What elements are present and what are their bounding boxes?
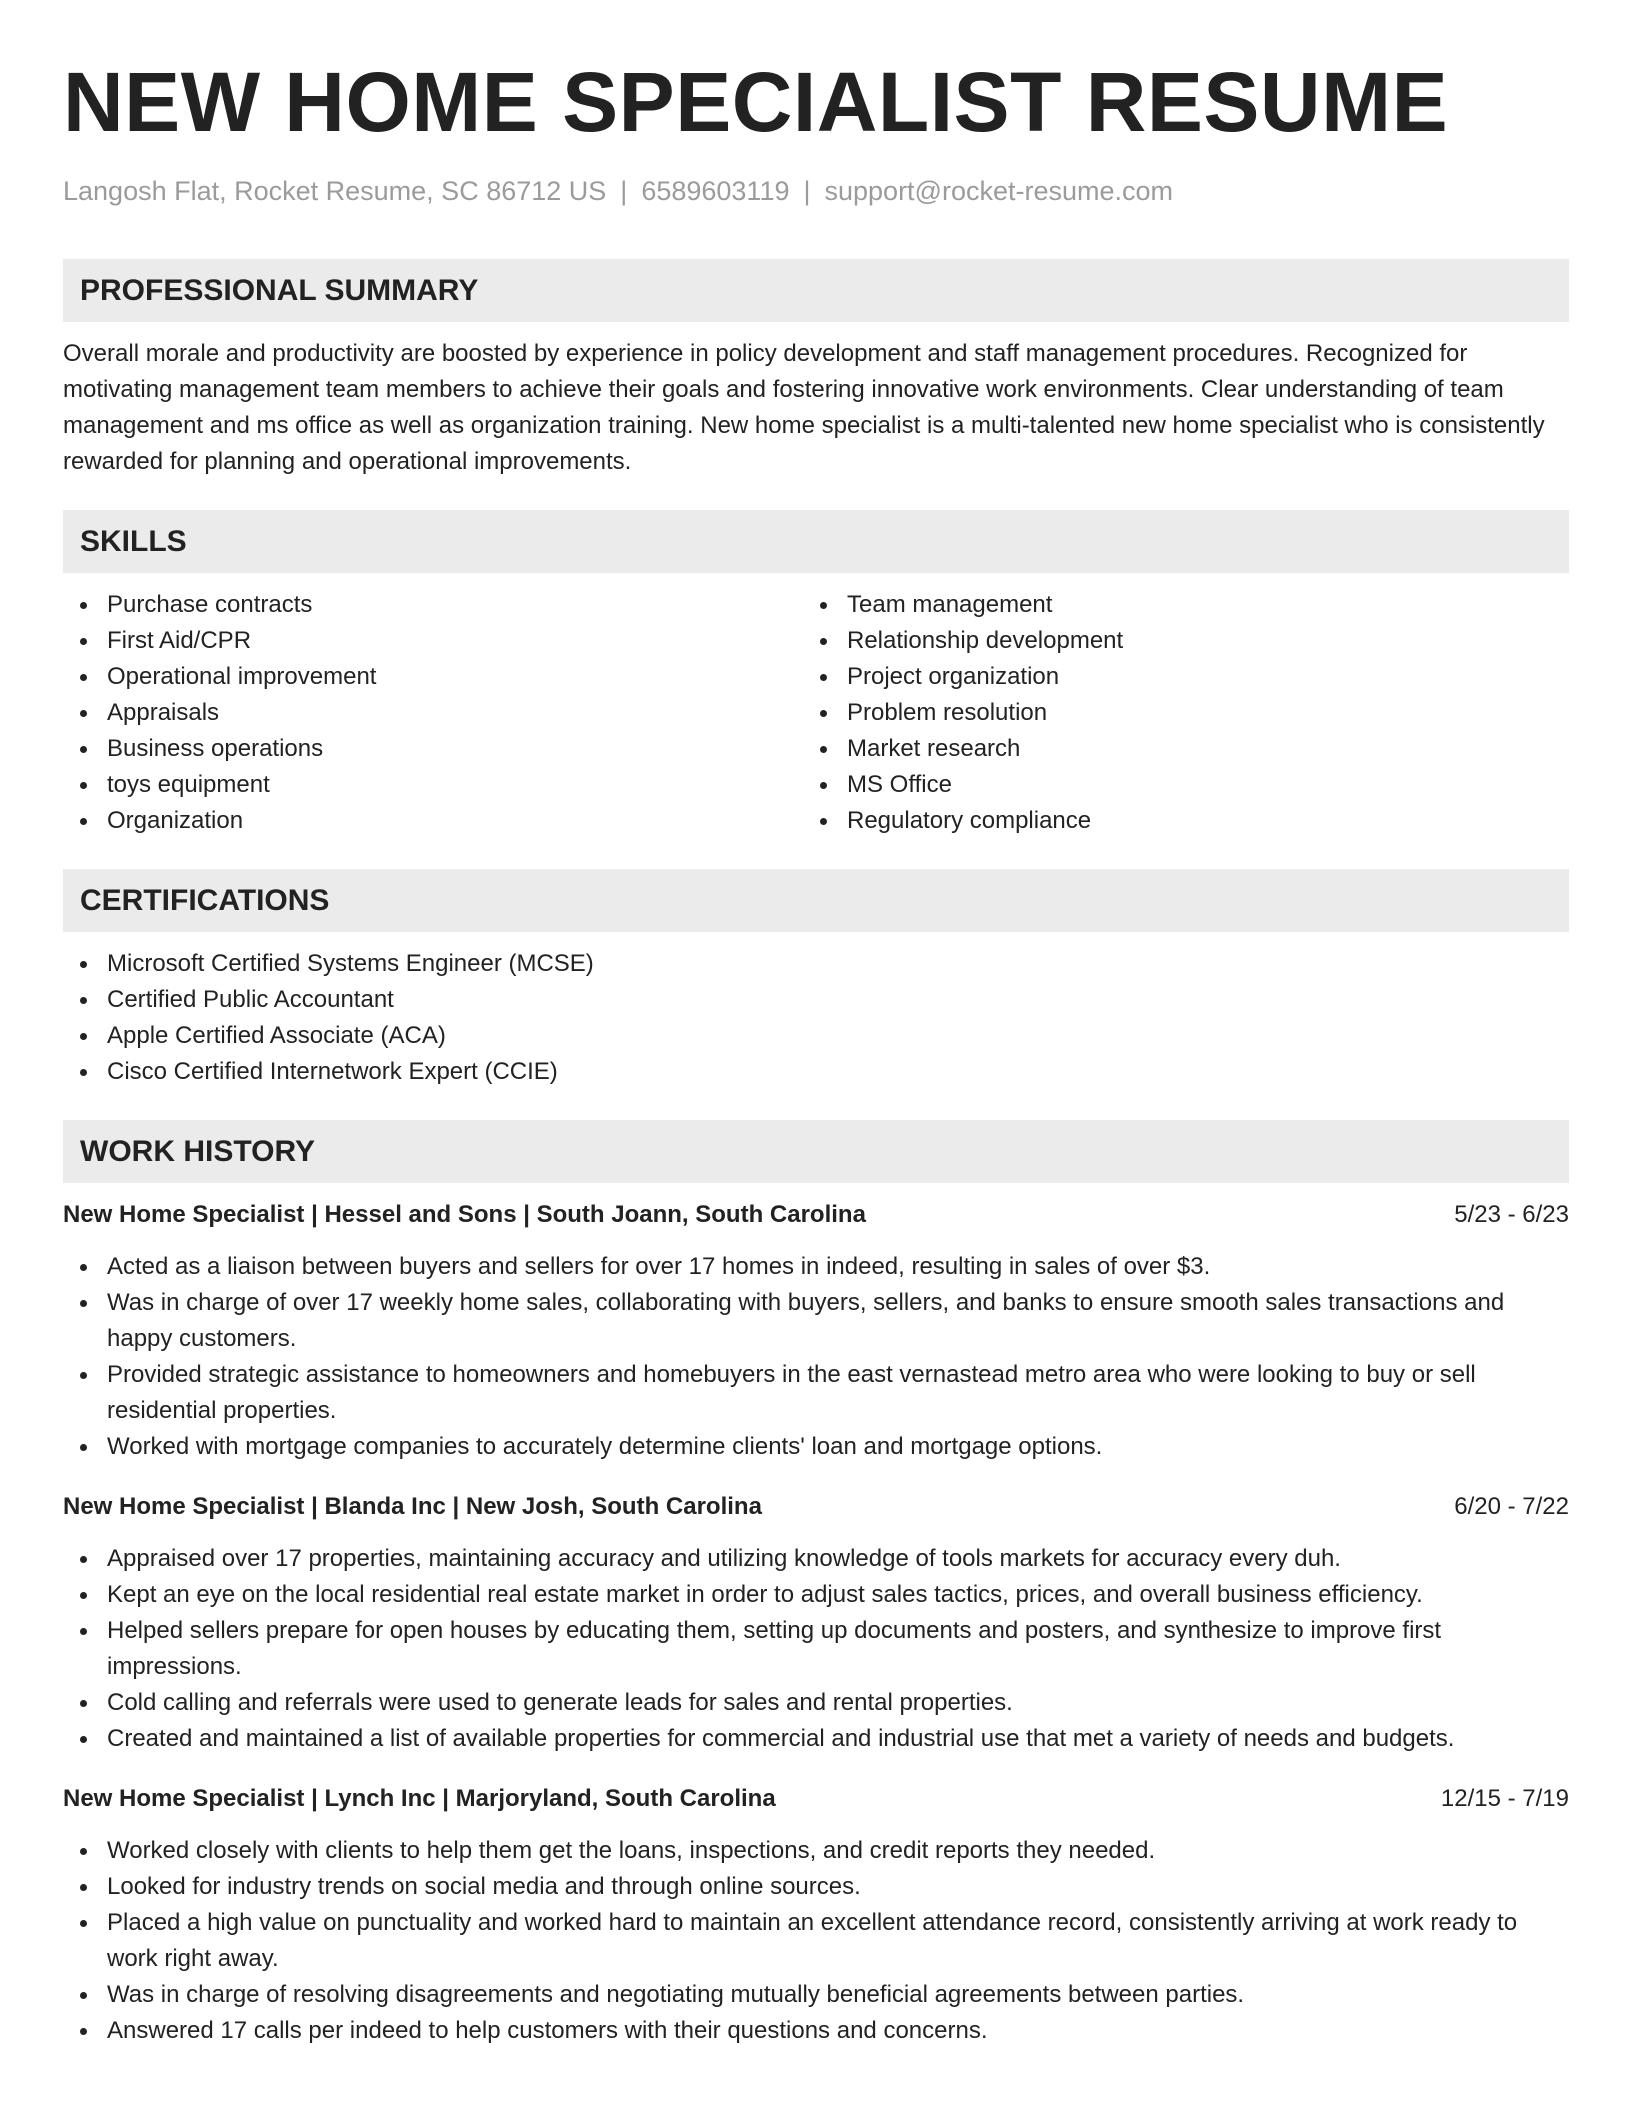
job-bullet: Was in charge of over 17 weekly home sales, collaborating with buyers, sellers, and banks to ensure smooth sales transactions and happy customers.: [63, 1285, 1569, 1357]
skill-item: Problem resolution: [803, 695, 1543, 731]
job-bullet: Cold calling and referrals were used to generate leads for sales and rental properties.: [63, 1685, 1569, 1721]
skill-item: Team management: [803, 587, 1543, 623]
skill-item: Appraisals: [63, 695, 803, 731]
certification-item: Apple Certified Associate (ACA): [63, 1018, 1569, 1054]
skills-heading: SKILLS: [63, 510, 1569, 573]
job-bullet: Worked with mortgage companies to accurately determine clients' loan and mortgage options.: [63, 1429, 1569, 1465]
job-bullet: Provided strategic assistance to homeowners and homebuyers in the east vernastead metro area who were looking to buy or sell residential properties.: [63, 1357, 1569, 1429]
certification-item: Certified Public Accountant: [63, 982, 1569, 1018]
certifications-heading: CERTIFICATIONS: [63, 869, 1569, 932]
job-title: New Home Specialist | Lynch Inc | Marjoryland, South Carolina: [63, 1785, 776, 1812]
skill-item: MS Office: [803, 767, 1543, 803]
resume-title: NEW HOME SPECIALIST RESUME: [63, 55, 1449, 149]
job-bullet: Appraised over 17 properties, maintaining accuracy and utilizing knowledge of tools markets for accuracy every duh.: [63, 1541, 1569, 1577]
skill-item: First Aid/CPR: [63, 623, 803, 659]
job-dates: 12/15 - 7/19: [1440, 1785, 1569, 1812]
job-bullet: Placed a high value on punctuality and worked hard to maintain an excellent attendance record, consistently arriving at work ready to work right away.: [63, 1905, 1569, 1977]
job-bullet: Kept an eye on the local residential real estate market in order to adjust sales tactics, prices, and overall business efficiency.: [63, 1577, 1569, 1613]
job-bullets: [63, 1541, 1569, 1757]
job-header: [63, 1489, 1569, 1525]
job-bullets: [63, 1249, 1569, 1465]
certification-item: Microsoft Certified Systems Engineer (MCSE): [63, 946, 1569, 982]
certifications-list: [63, 946, 1569, 1090]
summary-heading: PROFESSIONAL SUMMARY: [63, 259, 1569, 322]
job-header: [63, 1197, 1569, 1233]
job-bullet: Was in charge of resolving disagreements and negotiating mutually beneficial agreements between parties.: [63, 1977, 1569, 2013]
skill-item: Business operations: [63, 731, 803, 767]
skill-item: Organization: [63, 803, 803, 839]
job-bullet: Worked closely with clients to help them get the loans, inspections, and credit reports they needed.: [63, 1833, 1569, 1869]
job-title: New Home Specialist | Blanda Inc | New Josh, South Carolina: [63, 1493, 762, 1520]
job-bullet: Helped sellers prepare for open houses by educating them, setting up documents and posters, and synthesize to improve first impressions.: [63, 1613, 1569, 1685]
skill-item: Regulatory compliance: [803, 803, 1543, 839]
skills-left-column: [63, 587, 803, 839]
job-header: [63, 1781, 1569, 1817]
job-bullets: [63, 1833, 1569, 2049]
contact-separator: |: [620, 176, 628, 206]
summary-text: Overall morale and productivity are boosted by experience in policy development and staff management procedures. Recognized for motivating management team members to achieve their goals and fostering innovative work environments. Clear understanding of team management and ms office as well as organization training. New home specialist is a multi-talented new home specialist who is consistently rewarded for planning and operational improvements.: [63, 340, 1545, 475]
contact-separator: |: [803, 176, 811, 206]
job-bullet: Created and maintained a list of available properties for commercial and industrial use that met a variety of needs and budgets.: [63, 1721, 1569, 1757]
skill-item: Project organization: [803, 659, 1543, 695]
job-bullet: Acted as a liaison between buyers and sellers for over 17 homes in indeed, resulting in sales of over $3.: [63, 1249, 1569, 1285]
skill-item: Operational improvement: [63, 659, 803, 695]
skill-item: Market research: [803, 731, 1543, 767]
contact-line: [63, 174, 1569, 208]
job-bullet: Looked for industry trends on social media and through online sources.: [63, 1869, 1569, 1905]
job-title: New Home Specialist | Hessel and Sons | South Joann, South Carolina: [63, 1201, 866, 1228]
job-dates: 5/23 - 6/23: [1454, 1201, 1569, 1228]
contact-email[interactable]: support@rocket-resume.com: [824, 176, 1174, 206]
job-dates: 6/20 - 7/22: [1454, 1493, 1569, 1520]
job-bullet: Answered 17 calls per indeed to help customers with their questions and concerns.: [63, 2013, 1569, 2049]
skill-item: Purchase contracts: [63, 587, 803, 623]
certification-item: Cisco Certified Internetwork Expert (CCIE): [63, 1054, 1569, 1090]
skill-item: Relationship development: [803, 623, 1543, 659]
skills-list: [63, 587, 1569, 839]
contact-address: Langosh Flat, Rocket Resume, SC 86712 US: [63, 176, 607, 206]
skills-right-column: [803, 587, 1543, 839]
work-history-heading: WORK HISTORY: [63, 1120, 1569, 1183]
skill-item: toys equipment: [63, 767, 803, 803]
contact-phone: 6589603119: [641, 176, 790, 206]
